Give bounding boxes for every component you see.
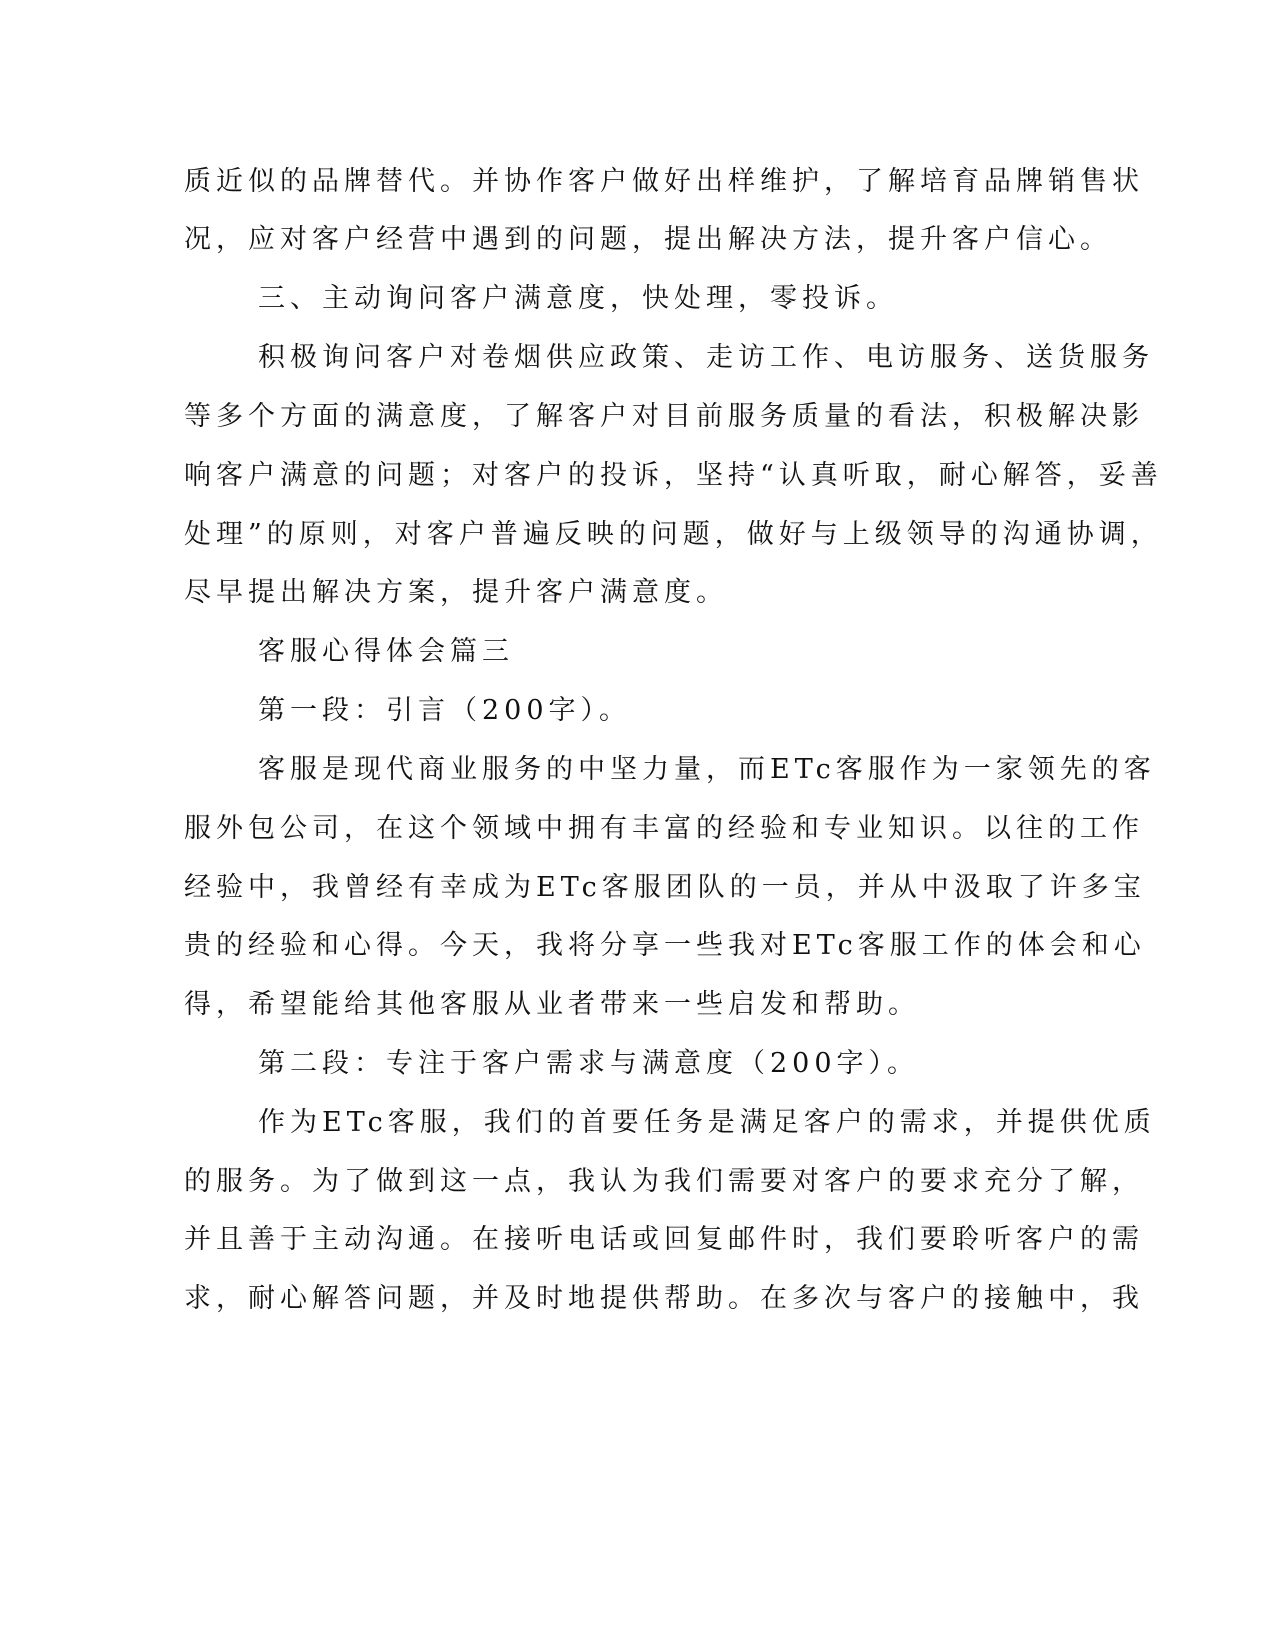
article-title: 客服心得体会篇三 <box>258 636 514 667</box>
paragraph-line: 并且善于主动沟通。在接听电话或回复邮件时，我们要聆听客户的需 <box>184 1224 1144 1255</box>
paragraph-line: 作为ETc客服，我们的首要任务是满足客户的需求，并提供优质 <box>258 1107 1156 1138</box>
paragraph-line: 处理”的原则，对客户普遍反映的问题，做好与上级领导的沟通协调， <box>184 519 1163 550</box>
paragraph-line: 求，耐心解答问题，并及时地提供帮助。在多次与客户的接触中，我 <box>184 1283 1144 1314</box>
section-heading: 三、主动询问客户满意度，快处理，零投诉。 <box>258 283 898 314</box>
section-heading: 第二段：专注于客户需求与满意度（200字）。 <box>258 1048 920 1079</box>
paragraph-line: 质近似的品牌替代。并协作客户做好出样维护，了解培育品牌销售状 <box>184 166 1144 197</box>
paragraph-line: 等多个方面的满意度，了解客户对目前服务质量的看法，积极解决影 <box>184 401 1144 432</box>
paragraph-line: 服外包公司，在这个领域中拥有丰富的经验和专业知识。以往的工作 <box>184 813 1144 844</box>
paragraph-line: 得，希望能给其他客服从业者带来一些启发和帮助。 <box>184 989 920 1020</box>
paragraph-line: 响客户满意的问题；对客户的投诉，坚持“认真听取，耐心解答，妥善 <box>184 460 1163 491</box>
paragraph-line: 贵的经验和心得。今天，我将分享一些我对ETc客服工作的体会和心 <box>184 930 1146 961</box>
paragraph-line: 积极询问客户对卷烟供应政策、走访工作、电访服务、送货服务 <box>258 342 1154 373</box>
paragraph-line: 的服务。为了做到这一点，我认为我们需要对客户的要求充分了解， <box>184 1166 1144 1197</box>
paragraph-line: 客服是现代商业服务的中坚力量，而ETc客服作为一家领先的客 <box>258 754 1156 785</box>
section-heading: 第一段：引言（200字）。 <box>258 695 632 726</box>
paragraph-line: 况，应对客户经营中遇到的问题，提出解决方法，提升客户信心。 <box>184 224 1112 255</box>
paragraph-line: 经验中，我曾经有幸成为ETc客服团队的一员，并从中汲取了许多宝 <box>184 872 1146 903</box>
paragraph-line: 尽早提出解决方案，提升客户满意度。 <box>184 577 728 608</box>
